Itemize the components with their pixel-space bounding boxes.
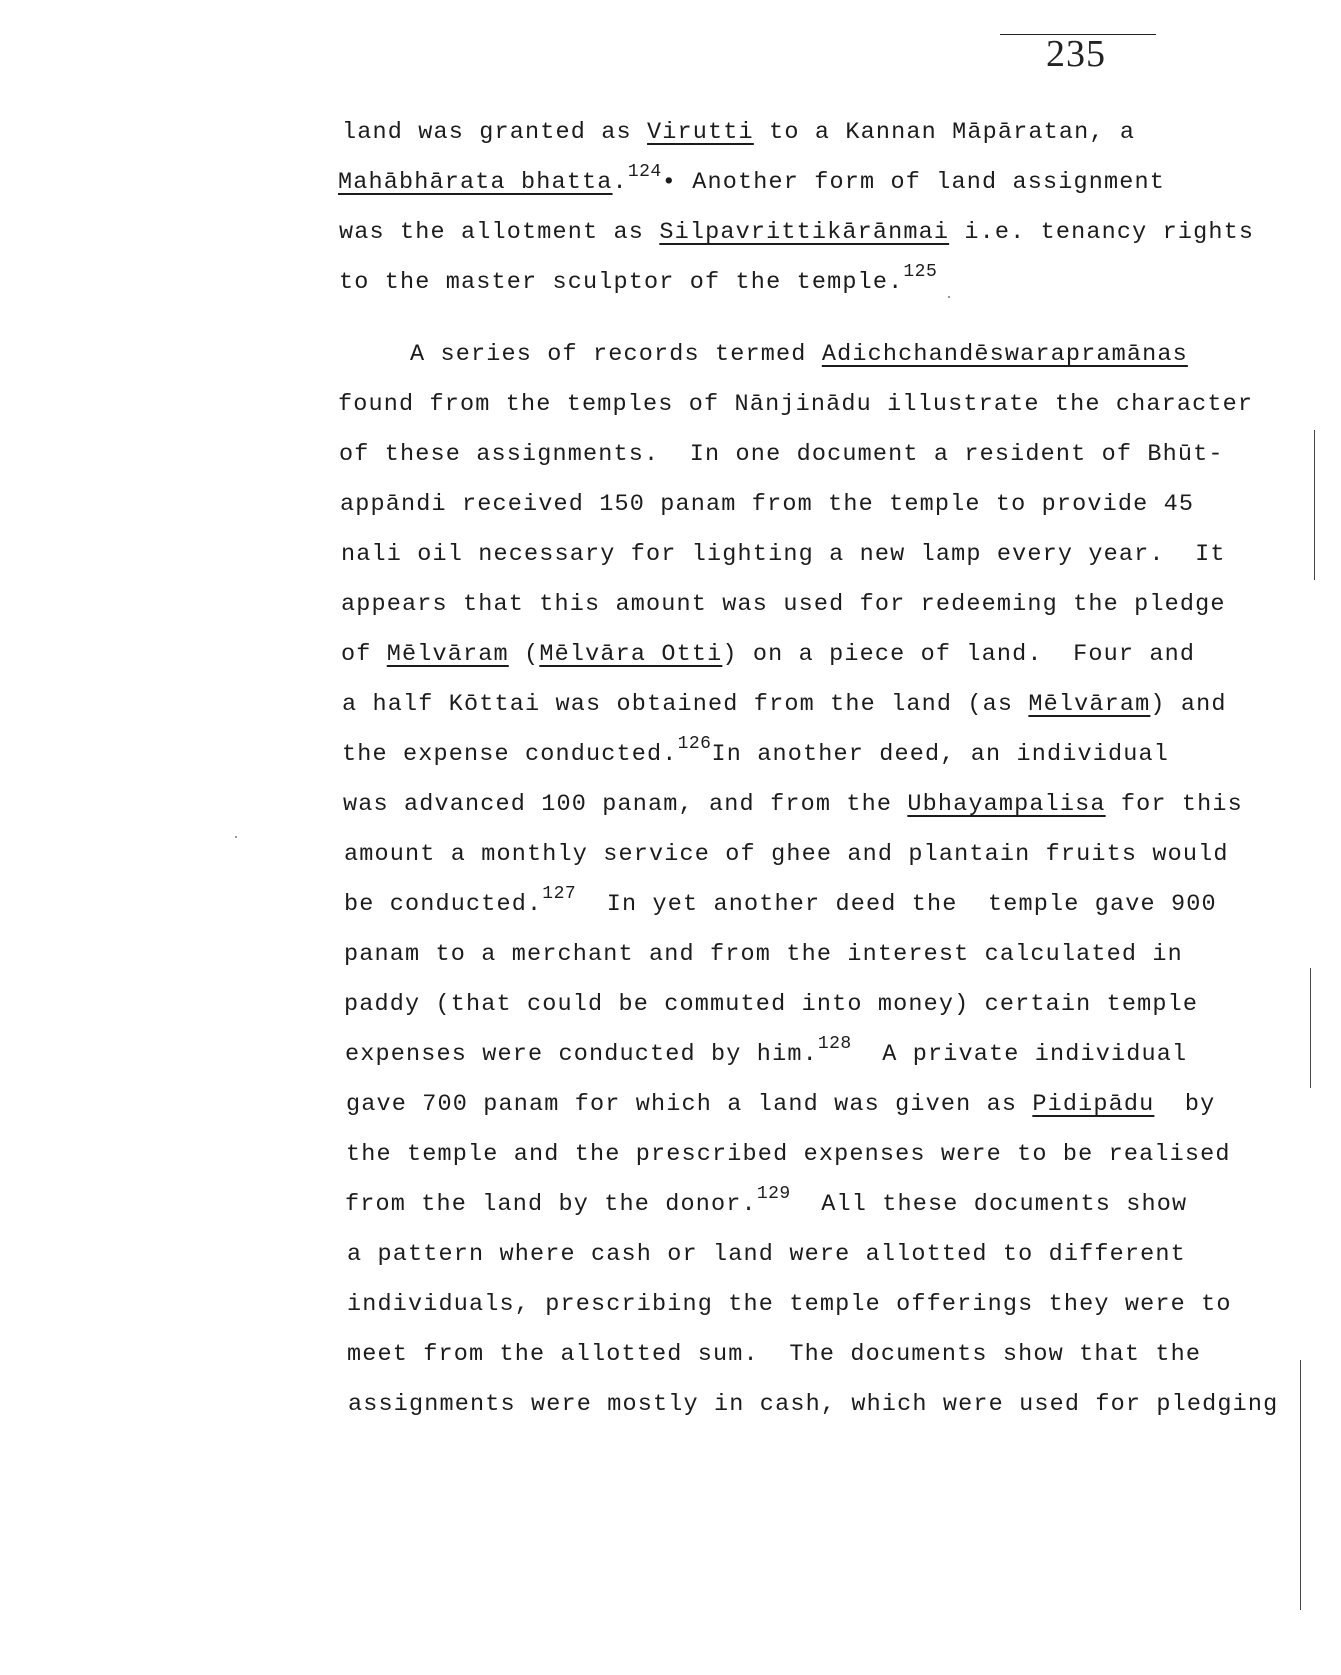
footnote-marker: 125 — [903, 262, 938, 282]
scan-edge-line — [1314, 430, 1315, 580]
text-run: In yet another deed the temple gave 900 — [576, 891, 1217, 918]
underlined-term: Mēlvāram — [386, 641, 509, 668]
text-line — [341, 640, 1195, 670]
underlined-term: Mēlvāra Otti — [539, 641, 723, 668]
text-run: to the master sculptor of the temple. — [339, 269, 904, 296]
text-run: • Another form of land assignment — [661, 169, 1166, 196]
footnote-marker: 129 — [756, 1184, 791, 1204]
text-run: A series of records termed — [410, 341, 822, 368]
underlined-term: Virutti — [647, 119, 754, 146]
text-run: was advanced 100 panam, and from the — [343, 791, 908, 818]
text-line — [344, 884, 1217, 920]
page-number: 235 — [1046, 33, 1106, 75]
text-run: ( — [508, 641, 540, 668]
text-run: land was granted as — [342, 119, 648, 146]
scan-edge-line — [1300, 1360, 1301, 1610]
text-run: a half Kōttai was obtained from the land (as — [342, 691, 1029, 718]
text-line: a pattern where cash or land were allotted to different — [347, 1241, 1186, 1268]
underlined-term: Adichchandēswarapramānas — [821, 341, 1188, 368]
text-line — [346, 1090, 1215, 1120]
text-line: appāndi received 150 panam from the temple to provide 45 — [340, 491, 1195, 518]
text-line: the temple and the prescribed expenses were to be realised — [346, 1141, 1231, 1168]
text-run: the expense conducted. — [342, 741, 678, 768]
text-run: . — [612, 169, 628, 196]
text-line — [338, 162, 1166, 198]
text-run: ) on a piece of land. Four and — [722, 641, 1196, 668]
text-line — [345, 1184, 1188, 1220]
text-line: individuals, prescribing the temple offerings they were to — [347, 1291, 1232, 1318]
scan-speck — [948, 296, 950, 298]
text-line — [410, 340, 1188, 370]
text-line: appears that this amount was used for redeeming the pledge — [341, 591, 1226, 618]
underlined-term: Silpavrittikārānmai — [659, 219, 950, 246]
text-line: assignments were mostly in cash, which were used for pledging — [348, 1391, 1279, 1418]
text-line — [345, 1034, 1188, 1070]
text-run: from the land by the donor. — [345, 1191, 757, 1218]
scan-speck — [235, 836, 237, 838]
underlined-term: Mēlvāram — [1028, 691, 1151, 718]
text-run: for this — [1105, 791, 1243, 818]
text-line: paddy (that could be commuted into money) certain temple — [344, 991, 1199, 1018]
text-line — [342, 118, 1135, 148]
text-run: ) and — [1150, 691, 1227, 718]
underlined-term: Ubhayampalisa — [907, 791, 1106, 818]
text-line: amount a monthly service of ghee and plantain fruits would — [344, 841, 1229, 868]
text-line — [339, 218, 1254, 248]
underlined-term: Mahābhārata bhatta — [338, 169, 613, 196]
text-run: i.e. tenancy rights — [949, 219, 1255, 246]
text-line — [342, 690, 1227, 720]
underlined-term: Pidipādu — [1032, 1091, 1155, 1118]
footnote-marker: 127 — [542, 884, 577, 904]
text-run: gave 700 panam for which a land was given as — [346, 1091, 1033, 1118]
text-run: by — [1154, 1091, 1216, 1118]
text-run: All these documents show — [790, 1191, 1188, 1218]
text-line: meet from the allotted sum. The documents show that the — [347, 1341, 1202, 1368]
text-run: of — [341, 641, 387, 668]
text-line — [343, 790, 1243, 820]
text-line: found from the temples of Nānjinādu illustrate the character — [338, 391, 1254, 418]
footnote-marker: 126 — [677, 734, 712, 754]
text-line: panam to a merchant and from the interest calculated in — [344, 941, 1183, 968]
text-line — [342, 734, 1170, 770]
footnote-marker: 128 — [817, 1034, 852, 1054]
text-run: be conducted. — [344, 891, 543, 918]
footnote-marker: 124 — [627, 162, 662, 182]
text-line — [339, 262, 938, 298]
text-run: A private individual — [851, 1041, 1188, 1068]
text-run: to a Kannan Māpāratan, a — [753, 119, 1136, 146]
text-line: nali oil necessary for lighting a new lamp every year. It — [341, 541, 1226, 568]
text-line: of these assignments. In one document a resident of Bhūt- — [339, 441, 1224, 468]
text-run: In another deed, an individual — [711, 741, 1170, 768]
text-run: expenses were conducted by him. — [345, 1041, 818, 1068]
text-run: was the allotment as — [339, 219, 660, 246]
scan-edge-line — [1310, 968, 1311, 1088]
